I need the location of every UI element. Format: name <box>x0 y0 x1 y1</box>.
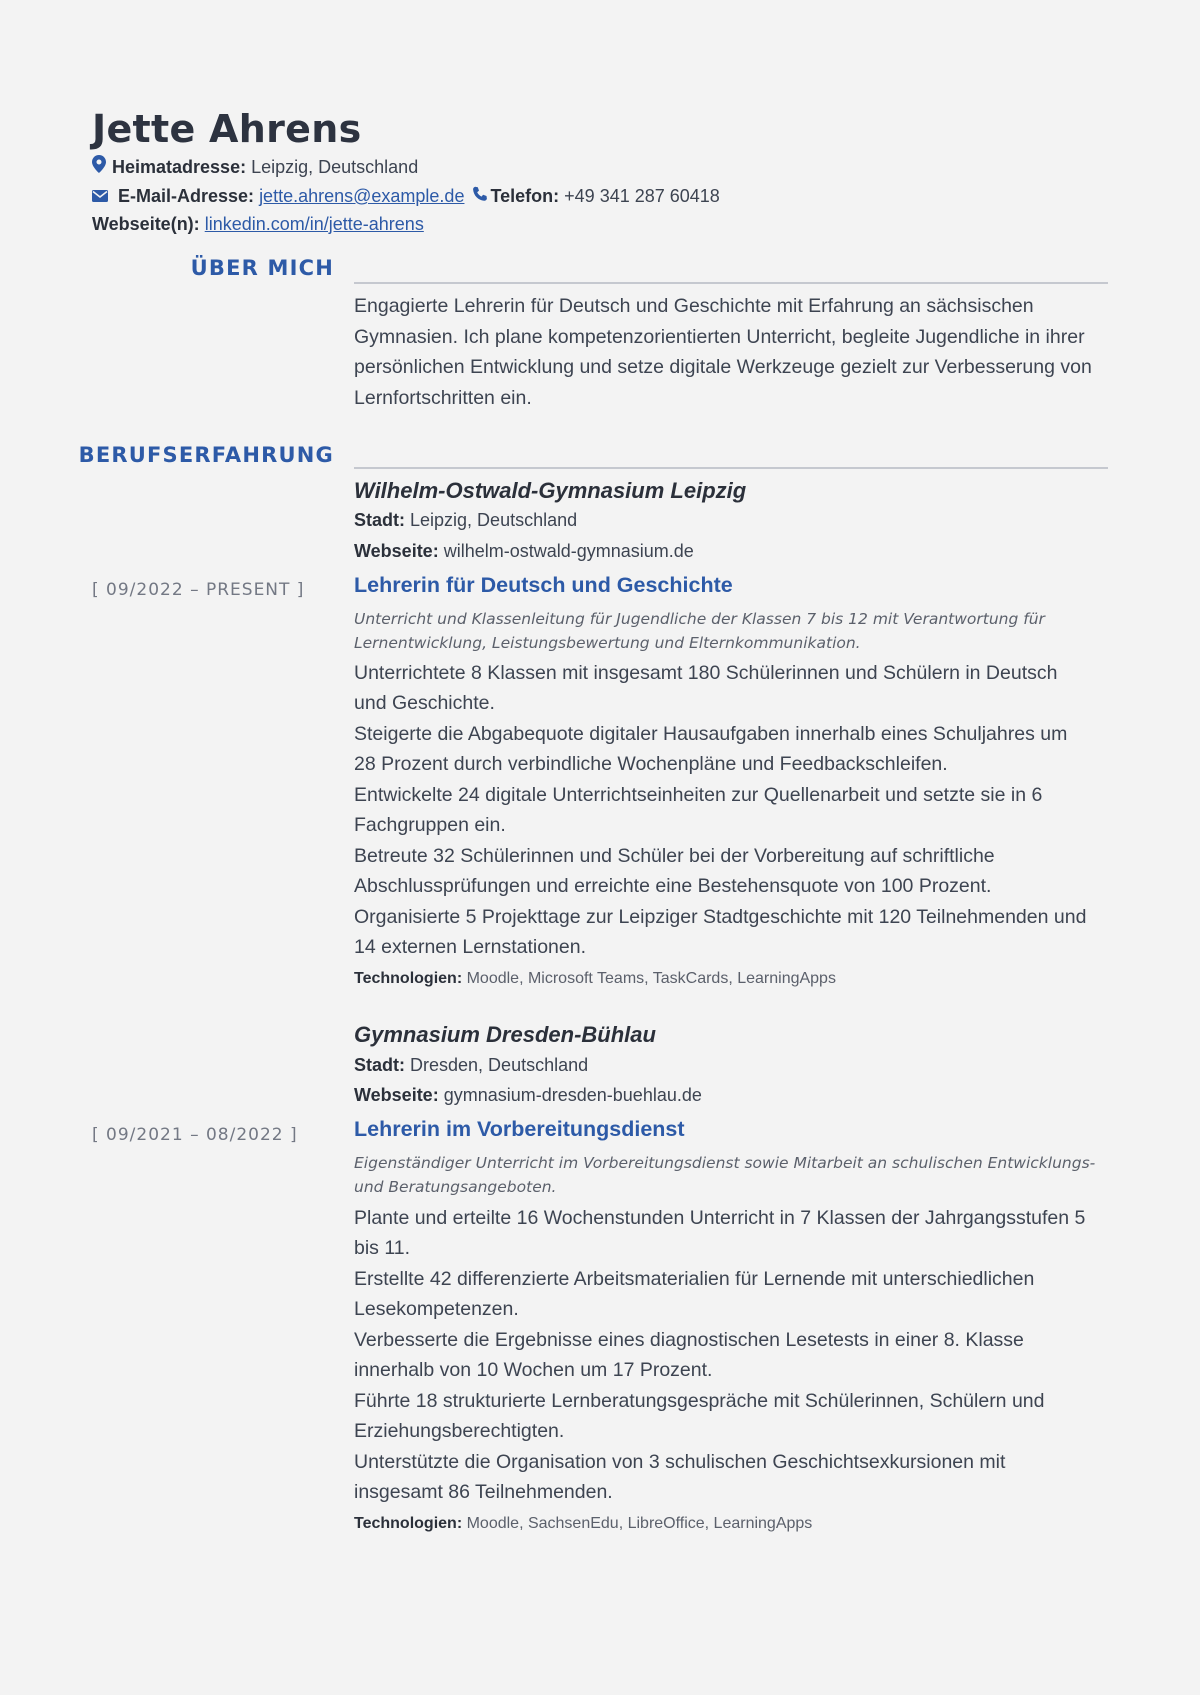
home-address-line <box>92 155 418 179</box>
map-pin-icon <box>92 155 106 179</box>
job-2-technologies <box>354 1515 812 1533</box>
job-2-role: Lehrerin im Vorbereitungsdienst <box>354 1117 685 1141</box>
list-item: Führte 18 strukturierte Lernberatungsgespräche mit Schülerinnen, Schülern und Erziehungsberechtigten. <box>354 1390 1045 1442</box>
list-item: Verbesserte die Ergebnisse eines diagnostischen Lesetests in einer 8. Klasse innerhalb von 10 Wochen um 17 Prozent. <box>354 1329 1024 1381</box>
job-2-website-value: gymnasium-dresden-buehlau.de <box>443 1085 702 1105</box>
about-divider <box>354 282 1108 284</box>
experience-divider <box>354 467 1108 469</box>
phone-icon <box>472 184 488 208</box>
job-1-city-label: Stadt: <box>354 510 405 530</box>
envelope-icon <box>92 184 108 208</box>
job-1-achievements <box>354 659 1094 964</box>
job-1-website-value: wilhelm-ostwald-gymnasium.de <box>443 541 694 561</box>
list-item: Unterstützte die Organisation von 3 schulischen Geschichtsexkursionen mit insgesamt 86 Teilnehmenden. <box>354 1451 1006 1503</box>
website-label: Webseite(n): <box>92 214 200 234</box>
job-1-tech-label: Technologien: <box>354 970 463 987</box>
list-item: Betreute 32 Schülerinnen und Schüler bei der Vorbereitung auf schriftliche Abschlussprüfungen und erreichte eine Bestehensquote von 100 Prozent. <box>354 845 995 897</box>
list-item: Steigerte die Abgabequote digitaler Hausaufgaben innerhalb eines Schuljahres um 28 Prozent durch verbindliche Wochenpläne und Feedbackschleifen. <box>354 723 1068 775</box>
job-2-website <box>354 1085 702 1106</box>
job-1-website <box>354 541 694 562</box>
job-2-company: Gymnasium Dresden-Bühlau <box>354 1022 656 1047</box>
job-2-description: Eigenständiger Unterricht im Vorbereitungsdienst sowie Mitarbeit an schulischen Entwicklungs- und Beratungsangeboten. <box>354 1154 1096 1196</box>
job-1-city <box>354 510 577 531</box>
job-2-achievements <box>354 1204 1094 1509</box>
list-item: Unterrichtete 8 Klassen mit insgesamt 180 Schülerinnen und Schülern in Deutsch und Geschichte. <box>354 662 1058 714</box>
home-address-value: Leipzig, Deutschland <box>251 157 419 177</box>
home-address-label: Heimatadresse: <box>112 157 247 177</box>
job-2-tech-label: Technologien: <box>354 1515 463 1532</box>
job-1-role: Lehrerin für Deutsch und Geschichte <box>354 573 733 597</box>
list-item: Plante und erteilte 16 Wochenstunden Unterricht in 7 Klassen der Jahrgangsstufen 5 bis 11. <box>354 1207 1086 1259</box>
phone-value: +49 341 287 60418 <box>564 186 720 206</box>
experience-section-title: BERUFSERFAHRUNG <box>78 443 334 467</box>
list-item: Organisierte 5 Projekttage zur Leipziger Stadtgeschichte mit 120 Teilnehmenden und 14 externen Lernstationen. <box>354 906 1087 958</box>
job-2-date: [ 09/2021 – 08/2022 ] <box>92 1125 298 1145</box>
job-1-company: Wilhelm-Ostwald-Gymnasium Leipzig <box>354 478 747 503</box>
job-2-website-label: Webseite: <box>354 1085 439 1105</box>
candidate-name: Jette Ahrens <box>92 107 362 151</box>
website-link[interactable]: linkedin.com/in/jette-ahrens <box>204 214 424 234</box>
job-1-description: Unterricht und Klassenleitung für Jugendliche der Klassen 7 bis 12 mit Verantwortung für Lernentwicklung, Leistungsbewertung und Elternkommunikation. <box>354 610 1045 652</box>
about-text: Engagierte Lehrerin für Deutsch und Geschichte mit Erfahrung an sächsischen Gymnasien. Ich plane kompetenzorientierten Unterricht, begleite Jugendliche in ihrer persönlichen Entwicklung und setze digitale Werkzeuge gezielt zur Verbesserung von Lernfortschritten ein. <box>354 295 1092 409</box>
job-2-tech-value: Moodle, SachsenEdu, LibreOffice, LearningApps <box>466 1515 813 1532</box>
job-1-city-value: Leipzig, Deutschland <box>410 510 578 530</box>
job-1-technologies <box>354 970 836 988</box>
about-section-title: ÜBER MICH <box>190 256 334 280</box>
job-1-website-label: Webseite: <box>354 541 439 561</box>
job-2-city-label: Stadt: <box>354 1055 405 1075</box>
phone-label: Telefon: <box>490 186 560 206</box>
job-1-date: [ 09/2022 – PRESENT ] <box>92 580 305 600</box>
list-item: Entwickelte 24 digitale Unterrichtseinheiten zur Quellenarbeit und setzte sie in 6 Fachgruppen ein. <box>354 784 1043 836</box>
website-line <box>92 212 424 236</box>
job-2-city <box>354 1055 588 1076</box>
email-label: E-Mail-Adresse: <box>118 186 255 206</box>
list-item: Erstellte 42 differenzierte Arbeitsmaterialien für Lernende mit unterschiedlichen Lesekompetenzen. <box>354 1268 1035 1320</box>
job-2-city-value: Dresden, Deutschland <box>410 1055 589 1075</box>
email-phone-line <box>92 184 720 208</box>
email-link[interactable]: jette.ahrens@example.de <box>259 186 465 206</box>
job-1-tech-value: Moodle, Microsoft Teams, TaskCards, LearningApps <box>466 970 836 987</box>
